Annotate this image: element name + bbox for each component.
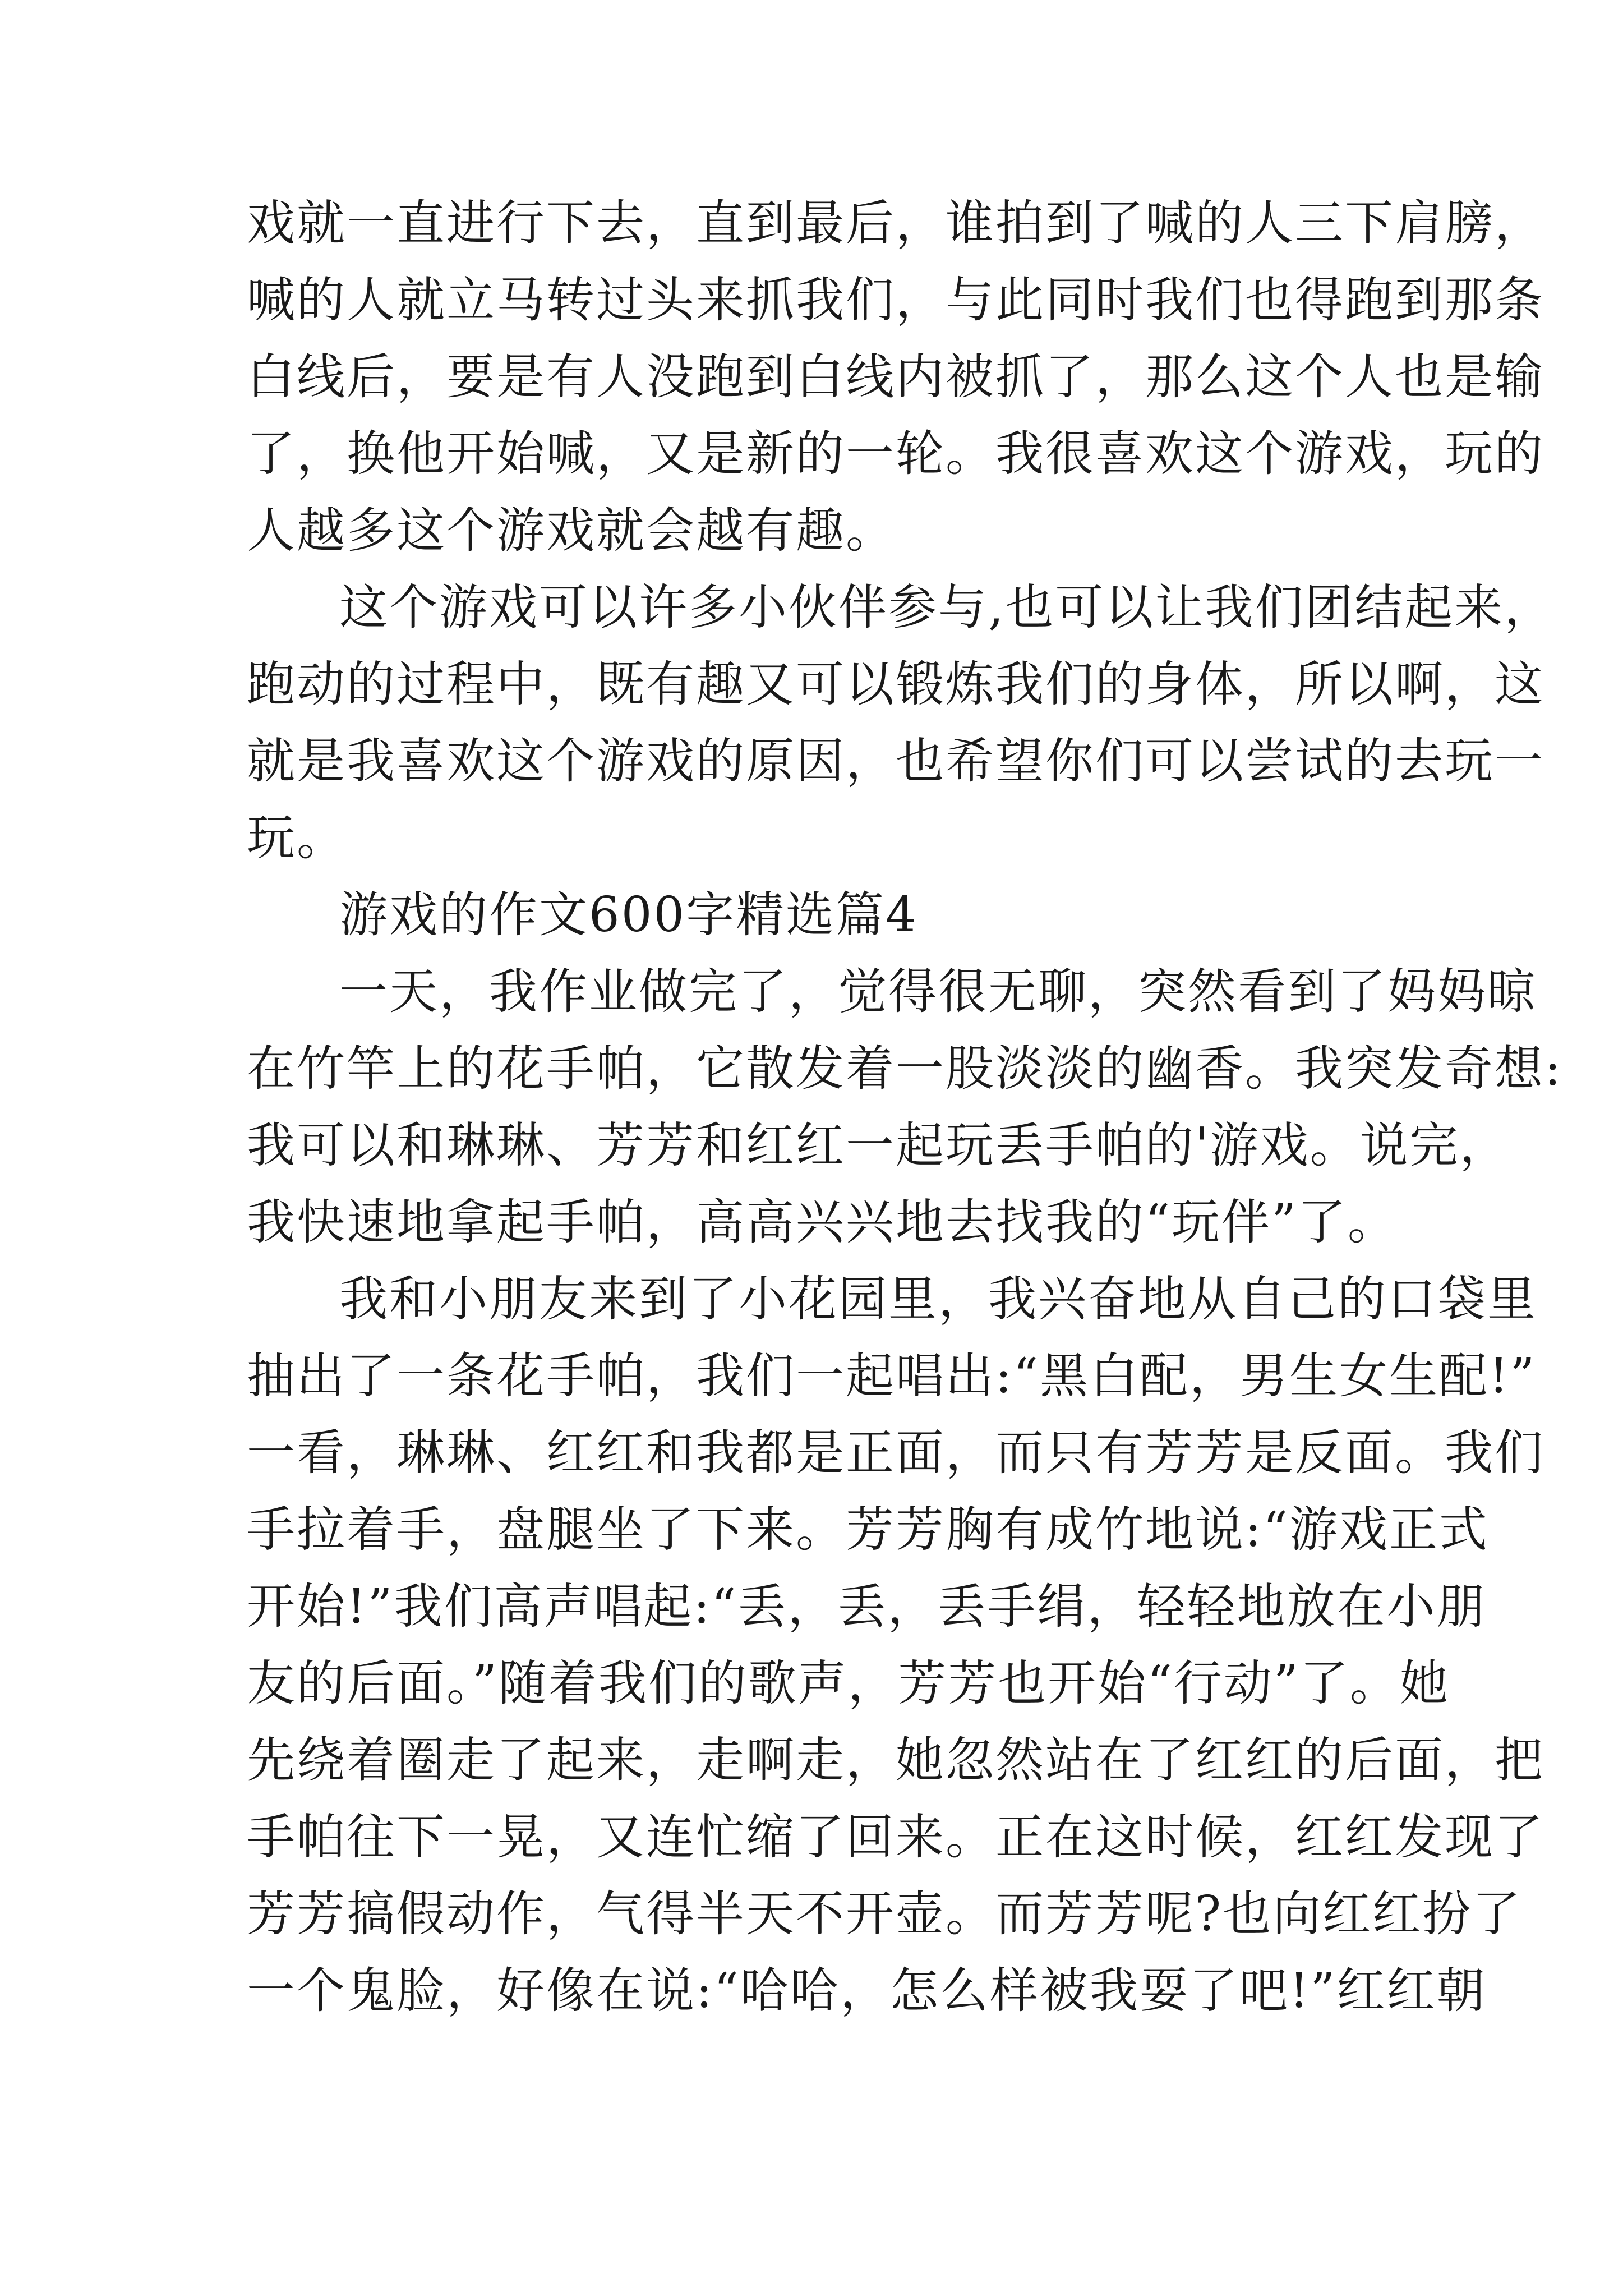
text-line-21: 先绕着圈走了起来，走啊走，她忽然站在了红红的后面，把 [247,1732,1544,1788]
text-line-20: 友的后面。”随着我们的歌声，芳芳也开始“行动”了。她 [247,1655,1450,1711]
text-line-16: 抽出了一条花手帕，我们一起唱出:“黑白配，男生女生配!” [247,1348,1537,1404]
text-line-8: 就是我喜欢这个游戏的原因，也希望你们可以尝试的去玩一 [247,733,1544,789]
text-line-1: 戏就一直进行下去，直到最后，谁拍到了喊的人三下肩膀， [247,195,1544,251]
paragraph-start-line: 这个游戏可以许多小伙伴参与,也可以让我们团结起来， [339,579,1555,636]
text-line-19: 开始!”我们高声唱起:“丢，丢，丢手绢，轻轻地放在小朋 [247,1579,1487,1635]
text-line-22: 手帕往下一晃，又连忙缩了回来。正在这时候，红红发现了 [247,1809,1544,1865]
text-line-3: 白线后，要是有人没跑到白线内被抓了，那么这个人也是输 [247,349,1544,405]
section-heading: 游戏的作文600字精选篇4 [339,887,918,943]
text-line-14: 我快速地拿起手帕，高高兴兴地去找我的“玩伴”了。 [247,1194,1398,1250]
text-line-5: 人越多这个游戏就会越有趣。 [247,503,896,559]
text-line-2: 喊的人就立马转过头来抓我们，与此同时我们也得跑到那条 [247,272,1544,328]
text-line-17: 一看，琳琳、红红和我都是正面，而只有芳芳是反面。我们 [247,1425,1544,1481]
text-line-12: 在竹竿上的花手帕，它散发着一股淡淡的幽香。我突发奇想: [247,1041,1562,1097]
paragraph-start-line: 一天，我作业做完了，觉得很无聊，突然看到了妈妈晾 [339,964,1537,1020]
text-line-4: 了，换他开始喊，又是新的一轮。我很喜欢这个游戏，玩的 [247,426,1544,482]
text-line-13: 我可以和琳琳、芳芳和红红一起玩丢手帕的'游戏。说完， [247,1117,1510,1174]
text-line-18: 手拉着手，盘腿坐了下来。芳芳胸有成竹地说:“游戏正式 [247,1502,1489,1558]
paragraph-start-line: 我和小朋友来到了小花园里，我兴奋地从自己的口袋里 [339,1271,1537,1327]
text-line-23: 芳芳搞假动作，气得半天不开壶。而芳芳呢?也向红红扮了 [247,1886,1523,1942]
text-line-7: 跑动的过程中，既有趣又可以锻炼我们的身体，所以啊，这 [247,656,1544,712]
text-line-9: 玩。 [247,810,347,866]
text-line-24: 一个鬼脸，好像在说:“哈哈，怎么样被我耍了吧!”红红朝 [247,1963,1487,2019]
